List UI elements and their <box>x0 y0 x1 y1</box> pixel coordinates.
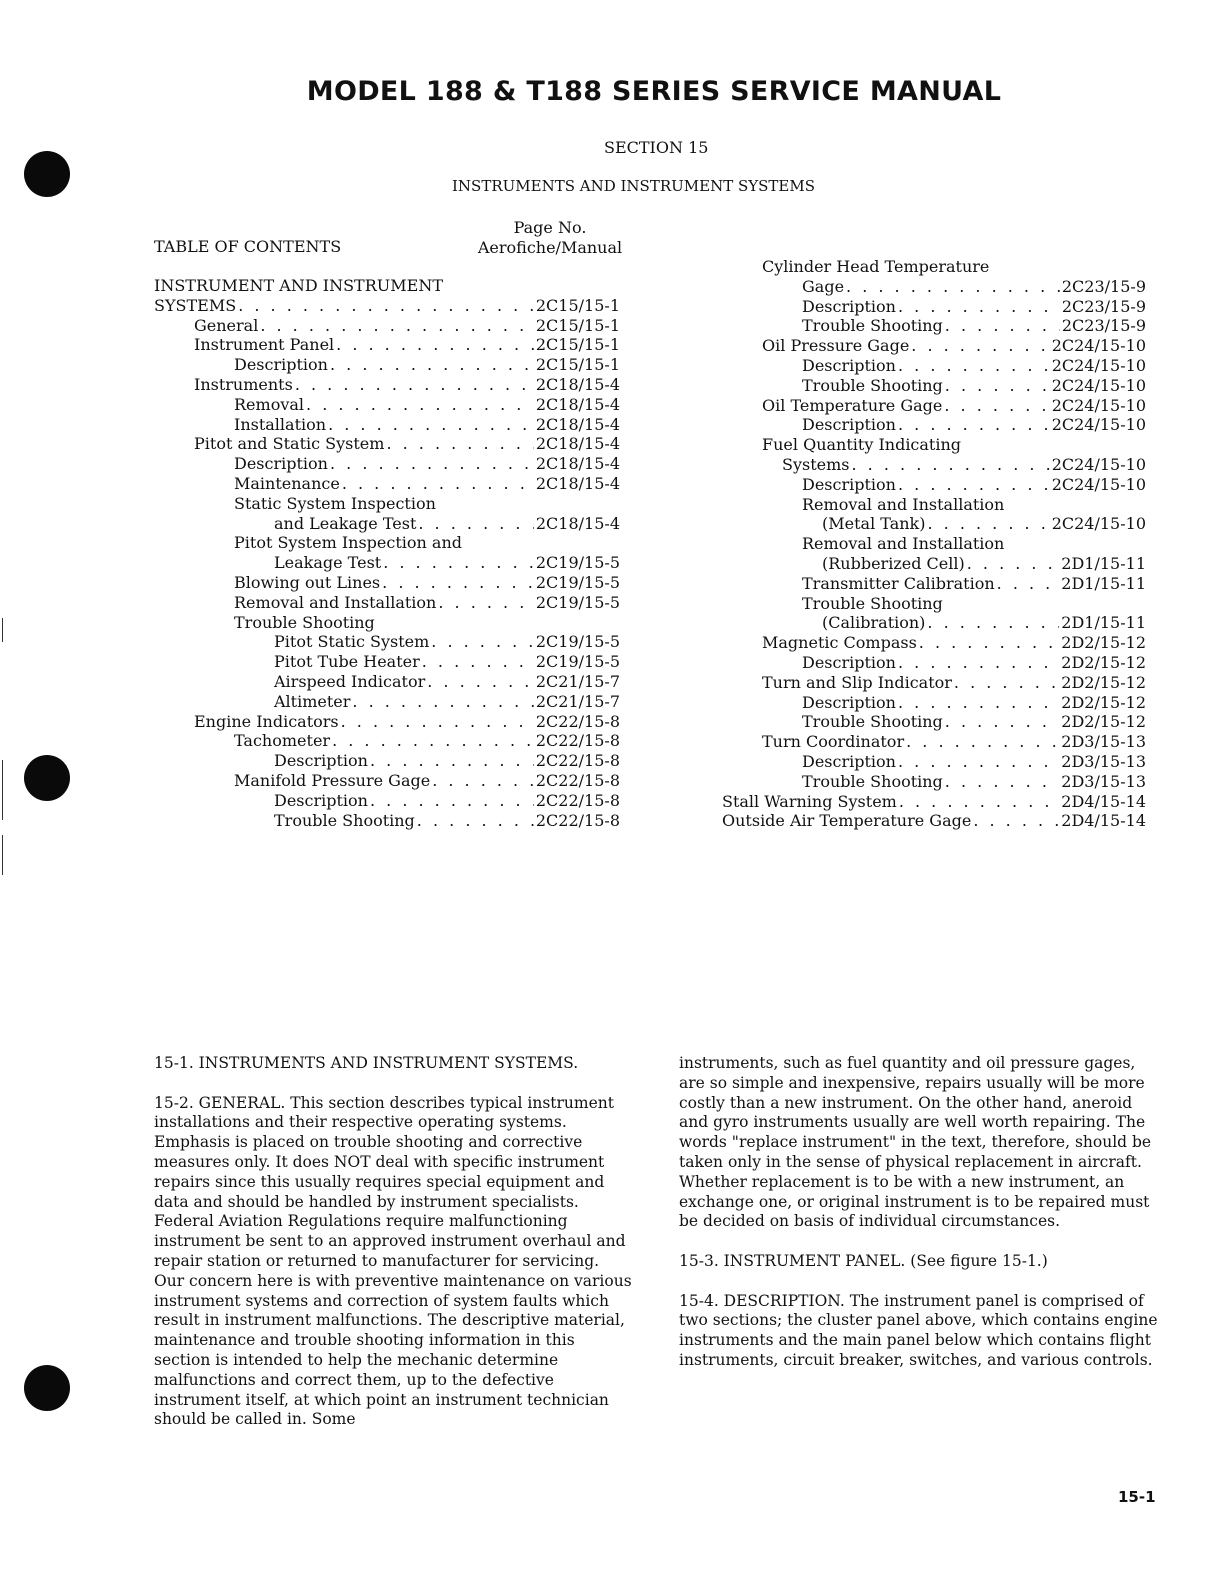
toc-entry-label: Static System Inspection <box>234 493 436 513</box>
toc-right-column <box>722 257 1146 831</box>
toc-entry-label: (Rubberized Cell) <box>822 553 965 573</box>
toc-entry <box>722 415 1146 435</box>
toc-entry-label: Airspeed Indicator <box>274 671 426 691</box>
margin-mark <box>2 760 3 820</box>
toc-entry-label: SYSTEMS <box>154 295 237 315</box>
toc-entry <box>722 732 1146 752</box>
toc-entry-label: Trouble Shooting <box>802 593 943 613</box>
toc-entry-label: Instrument Panel <box>194 335 335 355</box>
toc-entry-label: Pitot and Static System <box>194 434 385 454</box>
dot-leader <box>422 652 534 672</box>
dot-leader <box>898 653 1059 673</box>
toc-page-column-header: Page No. Aerofiche/Manual <box>477 218 623 257</box>
dot-leader <box>370 791 534 811</box>
toc-entry <box>154 316 620 336</box>
dot-leader <box>898 297 1060 317</box>
dot-leader <box>898 693 1059 713</box>
dot-leader <box>944 396 1049 416</box>
dot-leader <box>899 792 1059 812</box>
toc-entry-label: Removal and Installation <box>802 494 1005 514</box>
toc-entry <box>154 474 620 494</box>
toc-entry <box>154 553 620 573</box>
toc-entry-page: 2C24/15-10 <box>1051 454 1146 474</box>
toc-entry-label: Outside Air Temperature Gage <box>722 811 972 831</box>
toc-entry-page: 2C24/15-10 <box>1051 355 1146 375</box>
toc-entry-page: 2C24/15-10 <box>1051 336 1146 356</box>
body-paragraph: 15-4. DESCRIPTION. The instrument panel is comprised of two sections; the cluster panel above, which contains engine instruments and the main panel below which contains flight instruments, circuit breaker, switches, and various controls. <box>679 1291 1158 1369</box>
toc-entry-label: Description <box>274 790 368 810</box>
toc-entry-page: 2C23/15-9 <box>1061 276 1146 296</box>
toc-entry <box>722 475 1146 495</box>
dot-leader <box>431 632 534 652</box>
toc-entry-label: Trouble Shooting <box>274 810 415 830</box>
toc-entry <box>722 673 1146 693</box>
toc-entry-page: 2C19/15-5 <box>535 632 620 652</box>
dot-leader <box>260 316 534 336</box>
toc-entry-label: Description <box>234 454 328 474</box>
dot-leader <box>382 573 534 593</box>
toc-entry <box>154 692 620 712</box>
toc-entry <box>154 375 620 395</box>
toc-entry-label: Description <box>802 652 896 672</box>
toc-entry <box>154 652 620 672</box>
toc-entry-page: 2C19/15-5 <box>535 652 620 672</box>
toc-entry <box>154 335 620 355</box>
toc-entry <box>154 771 620 791</box>
toc-entry-label: Trouble Shooting <box>802 712 943 732</box>
toc-entry-label: INSTRUMENT AND INSTRUMENT <box>154 276 443 295</box>
dot-leader <box>336 335 534 355</box>
toc-entry <box>722 257 1146 277</box>
toc-entry-page: 2C18/15-4 <box>535 374 620 394</box>
toc-entry-page: 2C19/15-5 <box>535 572 620 592</box>
toc-entry-page: 2C21/15-7 <box>535 671 620 691</box>
toc-entry-label: Stall Warning System <box>722 791 897 811</box>
toc-entry-page: 2C18/15-4 <box>535 394 620 414</box>
dot-leader <box>342 474 534 494</box>
toc-entry-label: Blowing out Lines <box>234 572 381 592</box>
toc-entry <box>722 336 1146 356</box>
toc-entry-page: 2D3/15-13 <box>1061 771 1146 791</box>
toc-entry <box>722 534 1146 554</box>
toc-entry <box>722 396 1146 416</box>
toc-entry-page: 2C23/15-9 <box>1061 296 1146 316</box>
toc-entry-label: Pitot Static System <box>274 632 430 652</box>
dot-leader <box>417 811 534 831</box>
toc-entry-label: Description <box>802 692 896 712</box>
toc-entry-page: 2D2/15-12 <box>1061 672 1146 692</box>
dot-leader <box>919 633 1060 653</box>
toc-entry <box>154 751 620 771</box>
dot-leader <box>383 553 534 573</box>
body-right-column <box>679 1054 1159 1391</box>
toc-entry <box>722 435 1146 455</box>
toc-entry <box>154 811 620 831</box>
dot-leader <box>927 514 1049 534</box>
binder-hole <box>24 151 70 197</box>
toc-entry-page: 2D1/15-11 <box>1061 553 1146 573</box>
toc-entry-label: Manifold Pressure Gage <box>234 770 431 790</box>
toc-entry-page: 2C18/15-4 <box>535 513 620 533</box>
toc-entry <box>154 672 620 692</box>
toc-entry <box>722 752 1146 772</box>
toc-entry-page: 2C24/15-10 <box>1051 415 1146 435</box>
dot-leader <box>238 296 534 316</box>
toc-entry <box>722 594 1146 614</box>
toc-entry <box>722 376 1146 396</box>
body-paragraph: 15-2. GENERAL. This section describes typical instrument installations and their respective operating systems. Emphasis is placed on trouble shooting and corrective measures only. It does NOT deal with specific instrument repairs since this usually requires special equipment and data and should be handled by instrument specialists. Federal Aviation Regulations require malfunctioning instrument be sent to an approved instrument overhaul and repair station or returned to manufacturer for servicing. Our concern here is with preventive maintenance on various instrument systems and correction of system faults which result in instrument malfunctions. The descriptive material, maintenance and trouble shooting information in this section is intended to help the mechanic determine malfunctions and correct them, up to the defective instrument itself, at which point an instrument technician should be called in. Some <box>154 1093 632 1429</box>
toc-entry-page: 2C23/15-9 <box>1061 316 1146 336</box>
toc-entry <box>154 791 620 811</box>
toc-entry-page: 2C19/15-5 <box>535 553 620 573</box>
dot-leader <box>352 692 533 712</box>
toc-entry-page: 2C24/15-10 <box>1051 395 1146 415</box>
toc-entry-page: 2C21/15-7 <box>535 691 620 711</box>
toc-entry-page: 2D3/15-13 <box>1061 732 1146 752</box>
toc-entry-page: 2C22/15-8 <box>535 790 620 810</box>
section-number: SECTION 15 <box>604 138 709 157</box>
toc-entry-page: 2D2/15-12 <box>1061 692 1146 712</box>
toc-entry <box>154 514 620 534</box>
toc-entry-page: 2C24/15-10 <box>1051 514 1146 534</box>
dot-leader <box>927 613 1059 633</box>
toc-entry-page: 2D3/15-13 <box>1061 751 1146 771</box>
dot-leader <box>418 514 534 534</box>
toc-entry <box>722 653 1146 673</box>
dot-leader <box>898 752 1059 772</box>
toc-entry-label: Fuel Quantity Indicating <box>762 435 962 455</box>
dot-leader <box>330 355 534 375</box>
toc-entry-page: 2C22/15-8 <box>535 731 620 751</box>
toc-entry-label: Description <box>802 296 896 316</box>
toc-entry <box>154 355 620 375</box>
dot-leader <box>945 316 1060 336</box>
toc-entry-label: Maintenance <box>234 473 340 493</box>
toc-entry-page: 2C24/15-10 <box>1051 375 1146 395</box>
toc-entry <box>154 731 620 751</box>
body-paragraph: instruments, such as fuel quantity and oil pressure gages, are so simple and inexpensive, repairs usually will be more costly than a new instrument. On the other hand, aneroid and gyro instruments usually are well worth repairing. The words "replace instrument" in the text, therefore, should be taken only in the sense of physical replacement in aircraft. Whether replacement is to be with a new instrument, an exchange one, or original instrument is to be repaired must be decided on basis of individual circumstances. <box>679 1054 1152 1231</box>
toc-entry <box>722 514 1146 534</box>
toc-entry-label: Pitot System Inspection and <box>234 533 462 553</box>
toc-entry <box>154 573 620 593</box>
dot-leader <box>295 375 534 395</box>
toc-entry-page: 2C18/15-4 <box>535 473 620 493</box>
toc-entry-label: Description <box>274 751 368 771</box>
toc-entry-label: General <box>194 315 259 335</box>
toc-entry-label: (Calibration) <box>822 613 926 633</box>
toc-entry-label: Magnetic Compass <box>762 633 917 653</box>
toc-entry <box>722 277 1146 297</box>
toc-entry <box>154 415 620 435</box>
toc-entry <box>722 554 1146 574</box>
toc-entry-page: 2C19/15-5 <box>535 592 620 612</box>
toc-entry <box>722 712 1146 732</box>
page-number: 15-1 <box>1118 1488 1156 1506</box>
toc-entry <box>722 574 1146 594</box>
toc-entry-label: Description <box>234 355 328 375</box>
manual-title: MODEL 188 & T188 SERIES SERVICE MANUAL <box>306 76 1002 107</box>
dot-leader <box>898 415 1050 435</box>
toc-entry-label: Altimeter <box>274 691 351 711</box>
toc-entry-page: 2C22/15-8 <box>535 711 620 731</box>
toc-entry-page: 2D4/15-14 <box>1061 791 1146 811</box>
toc-entry <box>154 632 620 652</box>
toc-entry-label: Pitot Tube Heater <box>274 652 420 672</box>
toc-entry <box>722 693 1146 713</box>
toc-entry <box>722 613 1146 633</box>
dot-leader <box>330 454 534 474</box>
toc-entry-label: and Leakage Test <box>274 513 417 533</box>
toc-entry <box>154 613 620 633</box>
toc-left-column <box>154 276 620 830</box>
toc-entry <box>154 533 620 553</box>
toc-entry <box>722 792 1146 812</box>
toc-entry-label: Trouble Shooting <box>802 316 943 336</box>
dot-leader <box>306 395 534 415</box>
toc-entry-label: Trouble Shooting <box>802 771 943 791</box>
toc-entry-label: Removal and Installation <box>234 592 437 612</box>
toc-entry <box>722 316 1146 336</box>
toc-entry-page: 2D2/15-12 <box>1061 712 1146 732</box>
toc-entry-page: 2C22/15-8 <box>535 751 620 771</box>
section-title: INSTRUMENTS AND INSTRUMENT SYSTEMS <box>452 177 816 195</box>
toc-entry-label: Trouble Shooting <box>802 375 943 395</box>
toc-entry <box>722 297 1146 317</box>
dot-leader <box>906 732 1059 752</box>
toc-entry-label: Removal <box>234 394 305 414</box>
dot-leader <box>945 712 1060 732</box>
dot-leader <box>341 712 534 732</box>
dot-leader <box>911 336 1049 356</box>
dot-leader <box>898 475 1050 495</box>
toc-entry-page: 2C18/15-4 <box>535 434 620 454</box>
dot-leader <box>432 771 534 791</box>
toc-entry-page: 2D1/15-11 <box>1061 573 1146 593</box>
margin-mark <box>2 618 3 642</box>
toc-entry <box>722 772 1146 792</box>
toc-entry <box>154 454 620 474</box>
dot-leader <box>852 455 1050 475</box>
toc-entry <box>154 395 620 415</box>
toc-entry-page: 2D4/15-14 <box>1061 811 1146 831</box>
toc-entry-label: Turn and Slip Indicator <box>762 672 952 692</box>
dot-leader <box>945 772 1060 792</box>
toc-entry-label: Oil Temperature Gage <box>762 395 943 415</box>
dot-leader <box>954 673 1059 693</box>
toc-entry-label: Systems <box>782 454 850 474</box>
toc-entry-label: Oil Pressure Gage <box>762 336 910 356</box>
toc-entry-page: 2C22/15-8 <box>535 810 620 830</box>
dot-leader <box>332 731 534 751</box>
toc-entry <box>154 434 620 454</box>
dot-leader <box>846 277 1060 297</box>
toc-entry-label: Leakage Test <box>274 553 382 573</box>
toc-entry-page: 2C15/15-1 <box>535 335 620 355</box>
toc-entry-page: 2C15/15-1 <box>535 315 620 335</box>
dot-leader <box>898 356 1050 376</box>
toc-entry <box>722 495 1146 515</box>
dot-leader <box>370 751 534 771</box>
toc-entry-label: Description <box>802 415 896 435</box>
toc-entry <box>722 633 1146 653</box>
toc-entry <box>722 455 1146 475</box>
toc-entry-label: (Metal Tank) <box>822 514 926 534</box>
margin-mark <box>2 835 3 875</box>
toc-entry <box>722 356 1146 376</box>
toc-heading: TABLE OF CONTENTS <box>154 237 342 256</box>
dot-leader <box>438 593 534 613</box>
toc-entry-page: 2C18/15-4 <box>535 414 620 434</box>
binder-hole <box>24 1365 70 1411</box>
toc-entry-label: Description <box>802 474 896 494</box>
toc-entry <box>154 494 620 514</box>
toc-entry-label: Description <box>802 355 896 375</box>
toc-entry-label: Gage <box>802 276 845 296</box>
toc-entry-page: 2C15/15-1 <box>535 355 620 375</box>
toc-entry-page: 2C22/15-8 <box>535 770 620 790</box>
toc-entry-page: 2C24/15-10 <box>1051 474 1146 494</box>
toc-entry-page: 2C18/15-4 <box>535 454 620 474</box>
toc-entry-label: Instruments <box>194 374 293 394</box>
dot-leader <box>328 415 534 435</box>
dot-leader <box>386 434 533 454</box>
toc-entry-label: Turn Coordinator <box>762 732 905 752</box>
dot-leader <box>945 376 1050 396</box>
toc-entry <box>722 811 1146 831</box>
dot-leader <box>997 574 1060 594</box>
dot-leader <box>427 672 534 692</box>
toc-entry <box>154 276 620 296</box>
toc-entry-label: Transmitter Calibration <box>802 573 995 593</box>
body-left-column <box>154 1054 634 1450</box>
toc-entry <box>154 712 620 732</box>
body-paragraph: 15-1. INSTRUMENTS AND INSTRUMENT SYSTEMS. <box>154 1054 579 1072</box>
toc-entry-page: 2D2/15-12 <box>1061 652 1146 672</box>
toc-entry <box>154 296 620 316</box>
toc-entry-page: 2D2/15-12 <box>1061 633 1146 653</box>
toc-entry-label: Trouble Shooting <box>234 612 375 632</box>
toc-entry-label: Cylinder Head Temperature <box>762 257 990 276</box>
toc-entry-label: Engine Indicators <box>194 711 339 731</box>
toc-entry <box>154 593 620 613</box>
toc-entry-label: Description <box>802 751 896 771</box>
binder-hole <box>24 755 70 801</box>
body-paragraph: 15-3. INSTRUMENT PANEL. (See figure 15-1.) <box>679 1251 1048 1270</box>
toc-entry-page: 2D1/15-11 <box>1061 613 1146 633</box>
dot-leader <box>967 554 1060 574</box>
toc-entry-label: Removal and Installation <box>802 534 1005 554</box>
toc-entry-page: 2C15/15-1 <box>535 295 620 315</box>
toc-entry-label: Installation <box>234 414 327 434</box>
dot-leader <box>973 811 1059 831</box>
toc-entry-label: Tachometer <box>234 731 331 751</box>
